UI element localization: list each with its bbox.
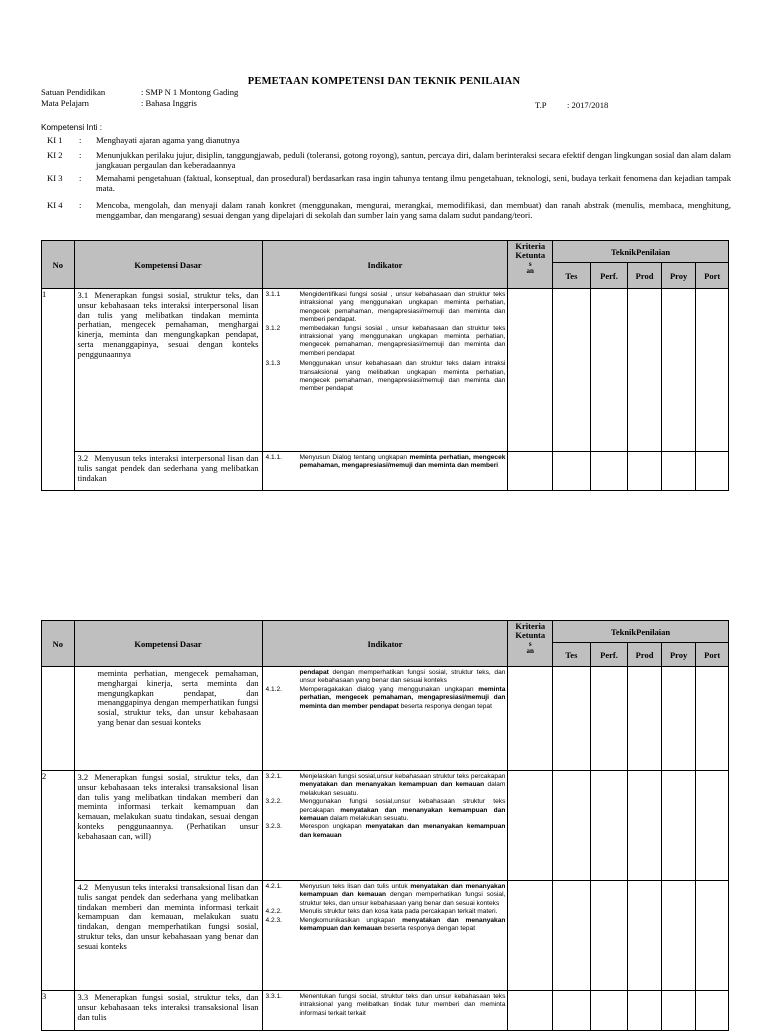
- indikator-cell: [262, 991, 508, 1031]
- table-row: [42, 289, 729, 452]
- header-kd: Kompetensi Dasar: [74, 241, 262, 289]
- kd-text: 3.3 Menerapkan fungsi sosial, struktur teks, dan unsur kebahasaan teks interaksi transaksional lisan dan tulis: [77, 992, 259, 1022]
- competency-table-1: [41, 240, 729, 491]
- row-number: 1: [42, 289, 75, 491]
- indikator-list: [263, 452, 508, 471]
- ki-4: [41, 201, 731, 220]
- document-title: PEMETAAN KOMPETENSI DAN TEKNIK PENILAIAN: [247, 76, 521, 87]
- kriteria-cell: [508, 667, 553, 771]
- port-cell: [696, 452, 729, 491]
- header-indikator: Indikator: [262, 241, 508, 289]
- ki-code: KI 4: [47, 200, 63, 210]
- kriteria-line-2: Ketunta: [515, 630, 546, 640]
- tes-cell: [553, 667, 591, 771]
- header-port: Port: [696, 643, 729, 667]
- header-prod: Prod: [628, 263, 662, 289]
- header-indikator: Indikator: [262, 621, 508, 667]
- kd-cell: [74, 289, 262, 452]
- kd-cell: [74, 452, 262, 491]
- indikator-cell: [262, 771, 508, 881]
- kriteria-line-4: an: [526, 647, 534, 655]
- perf-cell: [590, 289, 628, 452]
- tes-cell: [553, 771, 591, 881]
- header-tes: Tes: [553, 263, 591, 289]
- proy-cell: [661, 667, 696, 771]
- row-number: 2: [42, 771, 75, 991]
- proy-cell: [661, 881, 696, 991]
- prod-cell: [628, 991, 662, 1031]
- ki-colon: :: [79, 200, 82, 210]
- header-perf: Perf.: [590, 643, 628, 667]
- row-number: [42, 667, 75, 771]
- prod-cell: [628, 289, 662, 452]
- kriteria-line-1: Kriteria: [515, 621, 546, 631]
- header-kriteria: [508, 621, 553, 667]
- header-proy: Proy: [661, 643, 696, 667]
- kriteria-cell: [508, 991, 553, 1031]
- header-proy: Proy: [661, 263, 696, 289]
- ki-code: KI 3: [47, 173, 63, 183]
- ki-text: Mencoba, mengolah, dan menyaji dalam ranah konkret (menggunakan, mengurai, merangkai, memodifikasi, dan membuat) dan ranah abstrak (menulis, membaca, menghitung, menggambar, dan mengarang) sesuai dengan yang dipelajari di sekolah dan sumber lain yang sama dalam sudut pandang/teori.: [96, 200, 731, 220]
- indikator-cell: [262, 667, 508, 771]
- header-perf: Perf.: [590, 263, 628, 289]
- ki-colon: :: [79, 173, 82, 183]
- table-row: [42, 991, 729, 1031]
- kriteria-line-4: an: [526, 267, 534, 275]
- indikator-item: 3.2.1. Menjelaskan fungsi sosial,unsur kebahasaan struktur teks percakapan menyatakan dan menanyakan kemampuan dan kemauan dalam melakukan sesuatu.: [265, 773, 506, 797]
- indikator-item: 4.2.2. Menulis struktur teks dan kosa kata pada percakapan terkait materi.: [265, 908, 498, 916]
- ki-code: KI 1: [47, 135, 63, 145]
- proy-cell: [661, 452, 696, 491]
- port-cell: [696, 289, 729, 452]
- ki-text: Memahami pengetahuan (faktual, konseptual, dan prosedural) berdasarkan rasa ingin tahunya tentang ilmu pengetahuan, teknologi, seni, budaya terkait fenomena dan kejadian tampak mata.: [96, 173, 731, 193]
- ki-1: [41, 136, 731, 146]
- indikator-item: 3.3.1. Menentukan fungsi social, struktur teks dan unsur kebahasaan teks intraksional yang melibatkan tindak tutur memberi dan meminta informasi terkait terkait: [265, 993, 506, 1017]
- indikator-cell: [262, 881, 508, 991]
- perf-cell: [590, 881, 628, 991]
- perf-cell: [590, 771, 628, 881]
- perf-cell: [590, 452, 628, 491]
- prod-cell: [628, 667, 662, 771]
- ki-text: Menghayati ajaran agama yang dianutnya: [96, 135, 240, 145]
- table-row: [42, 771, 729, 881]
- indikator-item: 4.2.3. Mengkomunikasikan ungkapan menyatakan dan menanyakan kemampuan dan kemauan beserta responya dengan tepat: [265, 916, 506, 933]
- port-cell: [696, 667, 729, 771]
- indikator-cell: [262, 452, 508, 491]
- indikator-item: 3.1.3 Menggunakan unsur kebahasaan dan struktur teks dalam intraksi transaksional yang melibatkan ungkapan meminta perhatian, mengecek pemahaman, mengapresiasi/memuji dan meminta dan member pendapat: [265, 360, 506, 393]
- indikator-item: 4.2.1. Menyusun teks lisan dan tulis untuk menyatakan dan menanyakan kemampuan dan kemauan dengan memperhatikan fungsi sosial, struktur teks, dan unsur kebahasaan yang benar dan sesuai konteks: [265, 883, 506, 907]
- kd-text: 4.2 Menyusun teks interaksi transaksional lisan dan tulis sangat pendek dan sederhana yang melibatkan tindakan memberi dan meminta informasi terkait kemampuan dan kemauan, melakukan suatu tindakan, dengan memperhatikan fungsi sosial, struktur teks, dan unsur kebahasaan yang benar dan sesuai konteks: [77, 882, 259, 951]
- proy-cell: [661, 771, 696, 881]
- kriteria-cell: [508, 452, 553, 491]
- kd-cell: [74, 881, 262, 991]
- header-port: Port: [696, 263, 729, 289]
- kd-text: 3.2 Menerapkan fungsi sosial, struktur teks, dan unsur kebahasaan teks interaksi transaksional lisan dan tulis yang melibatkan tindakan memberi dan meminta informasi terkait kemampuan dan kemauan, melakukan suatu tindakan, sesuai dengan konteks penggunaannya. (Perhatikan unsur kebahasaan can, will): [77, 772, 259, 841]
- table-row: [42, 667, 729, 771]
- header-no: No: [42, 621, 75, 667]
- tes-cell: [553, 881, 591, 991]
- kd-cell: [74, 771, 262, 881]
- kriteria-line-3: s: [528, 640, 532, 648]
- kriteria-cell: [508, 289, 553, 452]
- ki-2: [41, 151, 731, 170]
- indikator-item: 3.2.3. Merespon ungkapan menyatakan dan menanyakan kemampuan dan kemauan: [265, 823, 506, 839]
- prod-cell: [628, 452, 662, 491]
- competency-table-2: [41, 620, 729, 1031]
- ki-colon: :: [79, 150, 82, 160]
- table-row: [42, 452, 729, 491]
- header-teknik: TeknikPenilaian: [553, 241, 729, 263]
- indikator-list: [263, 881, 508, 933]
- satuan-value: : SMP N 1 Montong Gading: [141, 87, 239, 97]
- indikator-item: 3.2.2. Menggunakan fungsi sosial,unsur kebahasaan struktur teks percakapan menyatakan dan menanyakan kemampuan dan kemauan dalam melakukan sesuatu.: [265, 798, 506, 823]
- header-kriteria: [508, 241, 553, 289]
- kd-text: meminta perhatian, mengecek pemahaman, menghargai kinerja, serta meminta dan mengungkapkan pendapat, dan menanggapinya dengan memperhatikan fungsi sosial, struktur teks, dan unsur kebahasaan yang benar dan sesuai konteks: [97, 668, 259, 727]
- mapel-label: Mata Pelajarn: [41, 98, 89, 108]
- kriteria-line-1: Kriteria: [515, 241, 546, 251]
- mapel-value: : Bahasa Inggris: [141, 98, 197, 108]
- indikator-item: pendapat dengan memperhatikan fungsi sosial, struktur teks, dan unsur kebahasaan yang benar dan sesuai konteks: [299, 669, 506, 685]
- header-prod: Prod: [628, 643, 662, 667]
- ki-colon: :: [79, 135, 82, 145]
- indikator-list: [263, 991, 508, 1018]
- indikator-item: 4.1.1. Menyusun Dialog tentang ungkapan meminta perhatian, mengecek pemahaman, mengapresiasi/memuji dan meminta dan memberi: [265, 454, 506, 470]
- proy-cell: [661, 991, 696, 1031]
- port-cell: [696, 771, 729, 881]
- tes-cell: [553, 289, 591, 452]
- kriteria-line-3: s: [528, 260, 532, 268]
- kd-cell: [74, 667, 262, 771]
- perf-cell: [590, 667, 628, 771]
- header-kd: Kompetensi Dasar: [74, 621, 262, 667]
- indikator-item: 3.1.1 Mengidentifikasi fungsi sosial , unsur kebahasaan dan struktur teks intraksional yang menggunakan ungkapan meminta perhatian, mengecek pemahaman, mengapresiasi/memuji dan meminta dan memberi pendapat.: [265, 291, 506, 324]
- ki-3: [41, 174, 731, 193]
- kd-text: 3.2 Menyusun teks interaksi interpersonal lisan dan tulis sangat pendek dan sederhana yang melibatkan tindakan: [77, 453, 259, 483]
- tes-cell: [553, 452, 591, 491]
- indikator-item: 4.1.2. Memperagakakan dialog yang menggunakan ungkapan meminta perhatian, mengecek pemahaman, mengapresiasi/memuji dan meminta dan member pendapat beserta responya dengan tepat: [265, 685, 506, 710]
- kriteria-cell: [508, 881, 553, 991]
- prod-cell: [628, 881, 662, 991]
- table-row: [42, 881, 729, 991]
- header-tes: Tes: [553, 643, 591, 667]
- satuan-label: Satuan Pendidikan: [41, 87, 106, 97]
- tp-value: : 2017/2018: [567, 100, 609, 110]
- kriteria-cell: [508, 771, 553, 881]
- kd-cell: [74, 991, 262, 1031]
- indikator-list: [263, 289, 508, 394]
- kriteria-line-2: Ketunta: [515, 250, 546, 260]
- header-teknik: TeknikPenilaian: [553, 621, 729, 643]
- indikator-list: [263, 667, 508, 711]
- prod-cell: [628, 771, 662, 881]
- ki-text: Menunjukkan perilaku jujur, disiplin, tanggungjawab, peduli (toleransi, gotong royong), santun, percaya diri, dalam berinteraksi secara efektif dengan lingkungan sosial dan alam dalam jangkauan pergaulan dan keberadaannya: [96, 150, 731, 170]
- ki-code: KI 2: [47, 150, 63, 160]
- header-no: No: [42, 241, 75, 289]
- tp-label: T.P: [535, 100, 547, 110]
- tes-cell: [553, 991, 591, 1031]
- indikator-list: [263, 771, 508, 840]
- indikator-item: 3.1.2 membedakan fungsi sosial , unsur kebahasaan dan struktur teks intraksional yang menggunakan ungkapan meminta perhatian, mengecek pemahaman, mengapresiasi/memuji dan meminta dan memberi pendapat: [265, 324, 506, 357]
- kd-text: 3.1 Menerapkan fungsi sosial, struktur teks, dan unsur kebahasaan teks interaksi interpersonal lisan dan tulis yang melibatkan tindakan meminta perhatian, mengecek pemahaman, menghargai kinerja, meminta dan mengungkapkan pendapat, serta menanggapinya, sesuai dengan konteks penggunaannya: [77, 290, 259, 359]
- ki-heading: Kompetensi Inti :: [41, 123, 102, 132]
- port-cell: [696, 881, 729, 991]
- indikator-cell: [262, 289, 508, 452]
- row-number: 3: [42, 991, 75, 1031]
- proy-cell: [661, 289, 696, 452]
- port-cell: [696, 991, 729, 1031]
- perf-cell: [590, 991, 628, 1031]
